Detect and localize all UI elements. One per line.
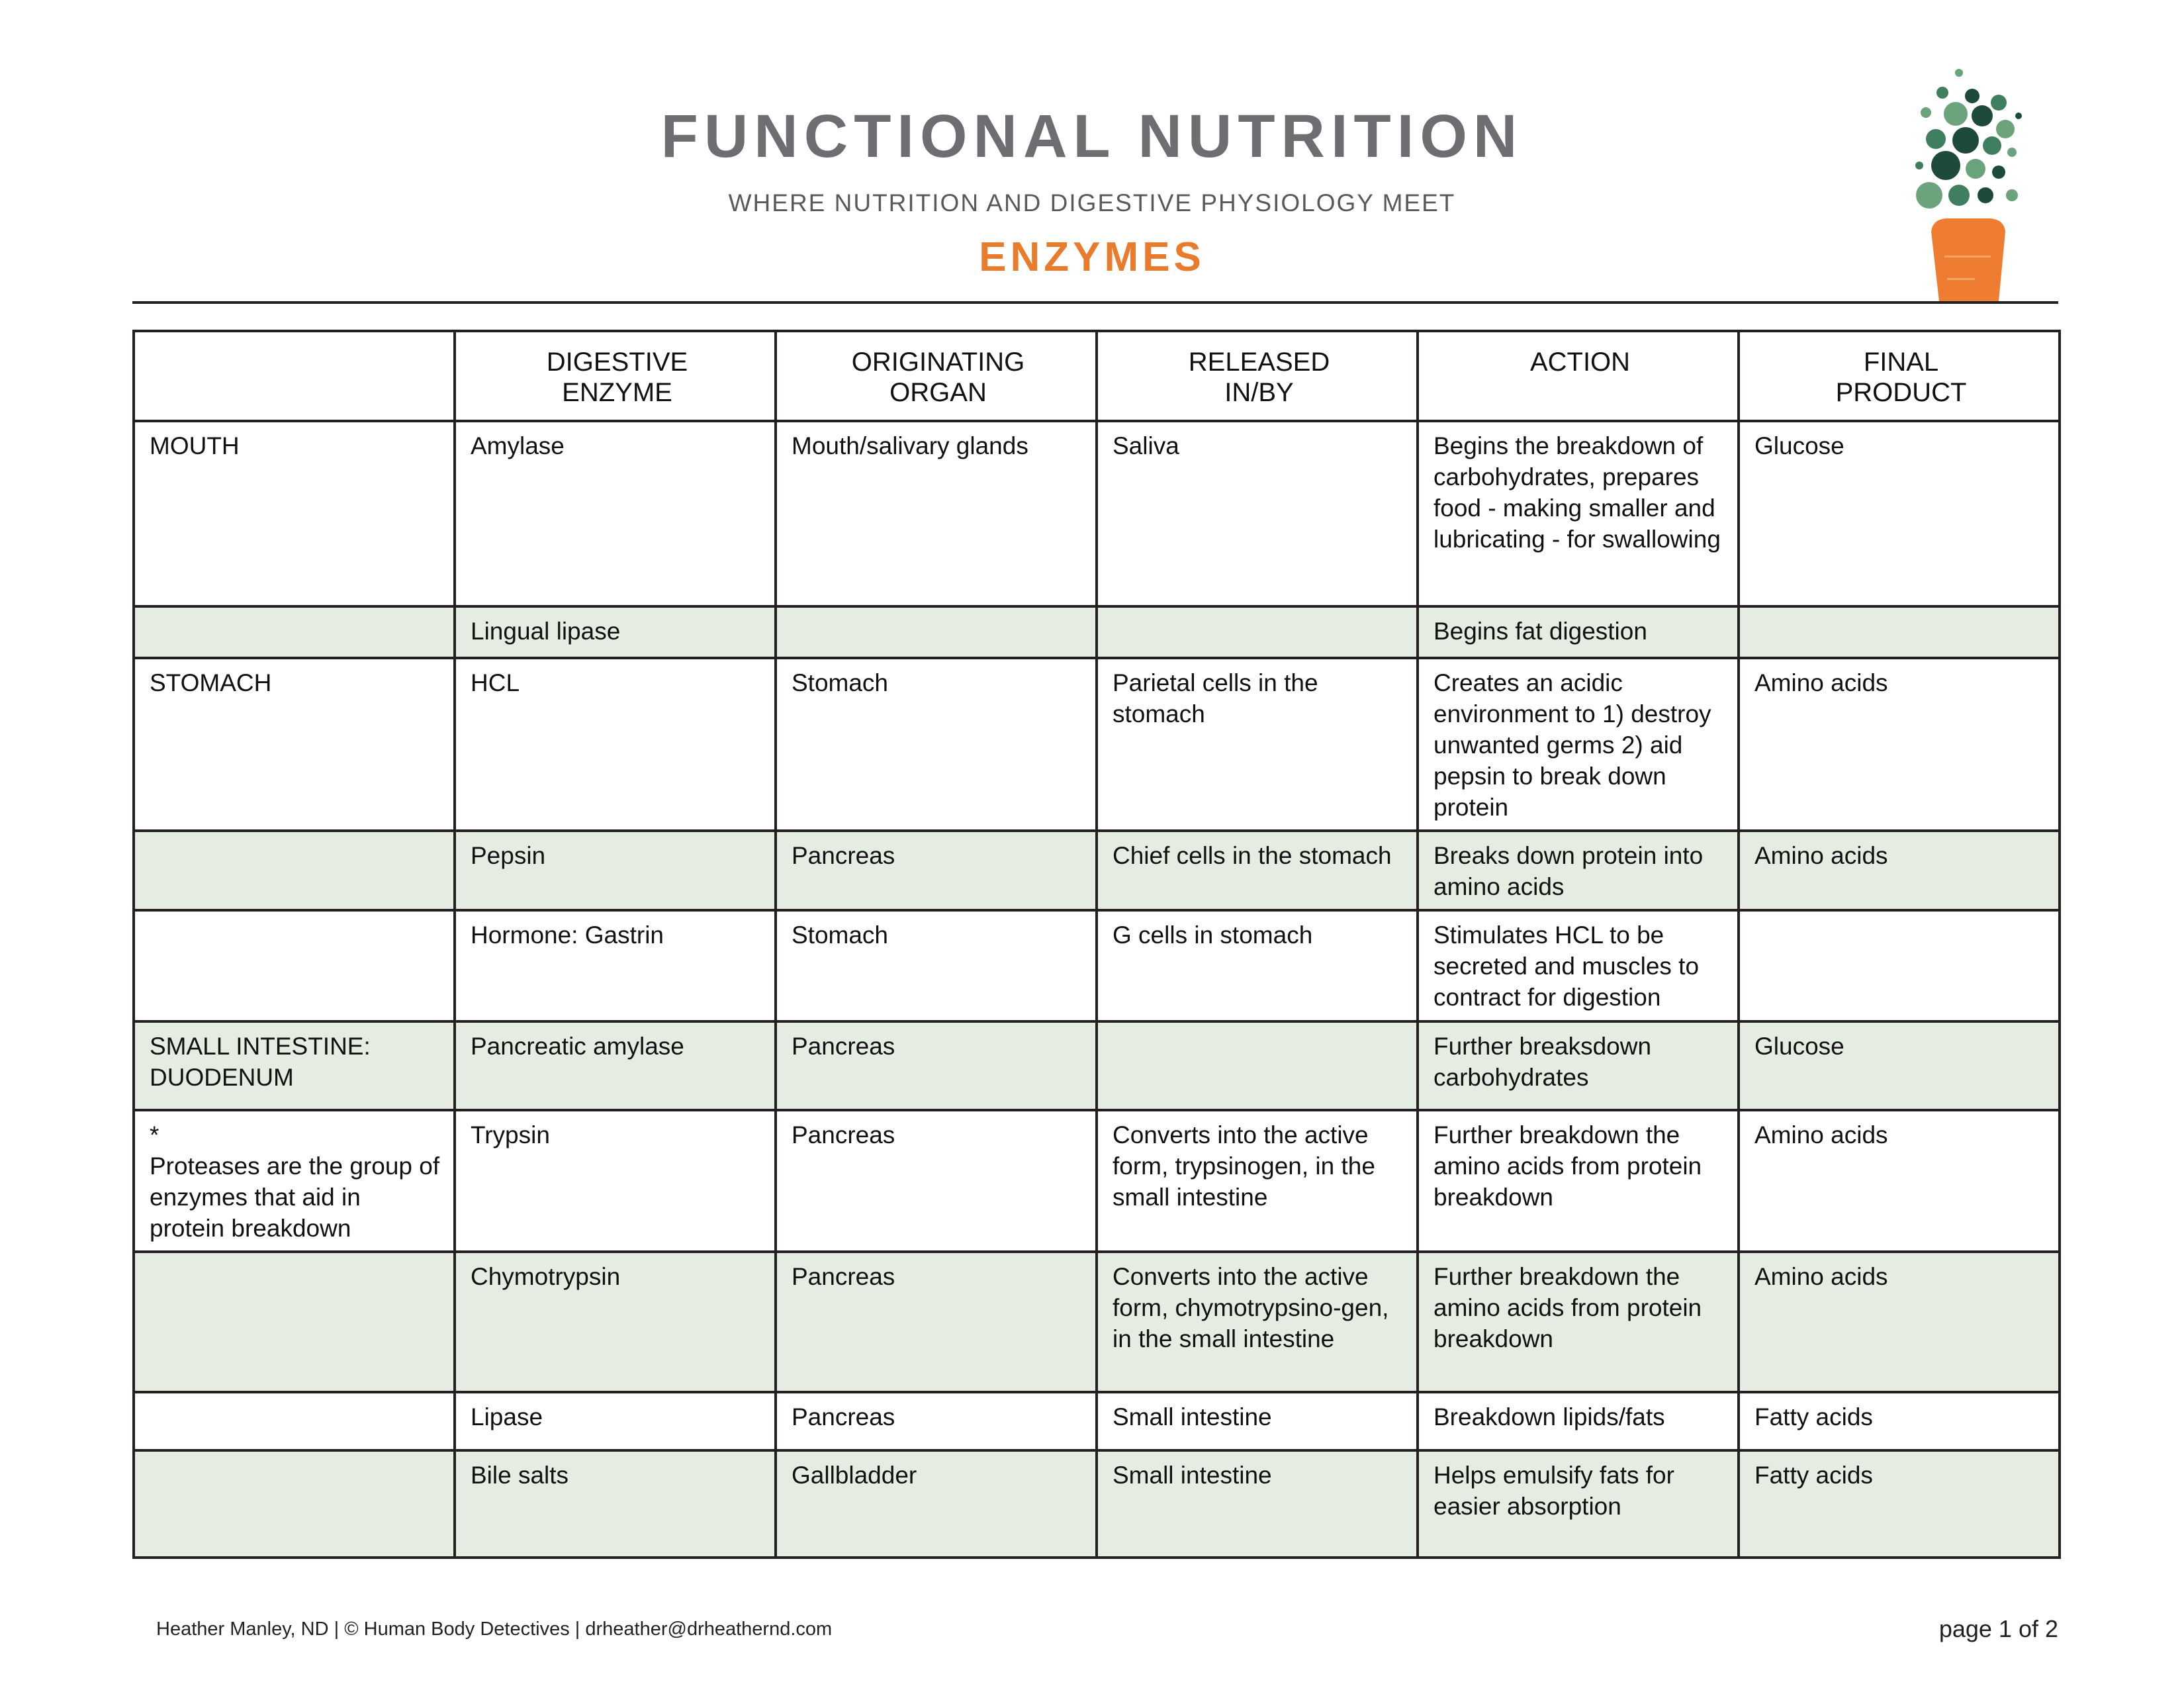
product-cell: Amino acids (1739, 831, 2060, 910)
header-region (134, 331, 455, 421)
action-cell: Helps emulsify fats for easier absorption (1418, 1450, 1739, 1558)
header-action: ACTION (1418, 331, 1739, 421)
region-cell (134, 910, 455, 1021)
action-cell: Breakdown lipids/fats (1418, 1392, 1739, 1450)
region-cell (134, 1450, 455, 1558)
enzyme-cell: Chymotrypsin (455, 1252, 776, 1392)
section-title: ENZYMES (979, 234, 1205, 280)
product-cell: Glucose (1739, 421, 2060, 606)
region-cell: STOMACH (134, 658, 455, 831)
header-enzyme: DIGESTIVE ENZYME (455, 331, 776, 421)
organ-cell: Pancreas (776, 831, 1097, 910)
table-row (134, 606, 2060, 658)
organ-cell: Stomach (776, 910, 1097, 1021)
product-cell (1739, 910, 2060, 1021)
organ-cell: Pancreas (776, 1392, 1097, 1450)
product-cell: Fatty acids (1739, 1392, 2060, 1450)
enzyme-cell: Amylase (455, 421, 776, 606)
carrot-leaves (1915, 69, 2022, 209)
enzymes-table (132, 330, 2061, 1559)
region-cell (134, 606, 455, 658)
page-number: page 1 of 2 (1938, 1615, 2058, 1642)
table-row (134, 1021, 2060, 1110)
carrot-body (1931, 218, 2005, 301)
released-cell: Chief cells in the stomach (1097, 831, 1418, 910)
enzyme-cell: Hormone: Gastrin (455, 910, 776, 1021)
product-cell: Amino acids (1739, 1110, 2060, 1252)
table-row (134, 1450, 2060, 1558)
region-cell: MOUTH (134, 421, 455, 606)
header-released: RELEASED IN/BY (1097, 331, 1418, 421)
released-cell (1097, 606, 1418, 658)
footer-credit: Heather Manley, ND | © Human Body Detectives | drheather@drheathernd.com (156, 1618, 833, 1640)
table-row (134, 1252, 2060, 1392)
action-cell: Begins fat digestion (1418, 606, 1739, 658)
region-cell (134, 831, 455, 910)
organ-cell: Pancreas (776, 1021, 1097, 1110)
released-cell: Parietal cells in the stomach (1097, 658, 1418, 831)
product-cell: Amino acids (1739, 658, 2060, 831)
table-row (134, 421, 2060, 606)
organ-cell: Gallbladder (776, 1450, 1097, 1558)
region-cell (134, 1392, 455, 1450)
header-product: FINAL PRODUCT (1739, 331, 2060, 421)
table-row (134, 1392, 2060, 1450)
page-subtitle: WHERE NUTRITION AND DIGESTIVE PHYSIOLOGY MEET (728, 189, 1456, 216)
organ-cell: Mouth/salivary glands (776, 421, 1097, 606)
action-cell: Breaks down protein into amino acids (1418, 831, 1739, 910)
protease-note (134, 1110, 455, 1252)
page-title: FUNCTIONAL NUTRITION (660, 103, 1524, 170)
header-organ: ORIGINATING ORGAN (776, 331, 1097, 421)
note-asterisk: * (150, 1121, 159, 1149)
enzyme-cell: Bile salts (455, 1450, 776, 1558)
organ-cell (776, 606, 1097, 658)
enzyme-cell: Pancreatic amylase (455, 1021, 776, 1110)
action-cell: Further breakdown the amino acids from protein breakdown (1418, 1110, 1739, 1252)
note-text: Proteases are the group of enzymes that aid in protein breakdown (150, 1152, 440, 1242)
product-cell: Amino acids (1739, 1252, 2060, 1392)
action-cell: Creates an acidic environment to 1) destroy unwanted germs 2) aid pepsin to break down protein (1418, 658, 1739, 831)
table-row (134, 910, 2060, 1021)
organ-cell: Stomach (776, 658, 1097, 831)
organ-cell: Pancreas (776, 1110, 1097, 1252)
released-cell: Small intestine (1097, 1392, 1418, 1450)
action-cell: Further breaksdown carbohydrates (1418, 1021, 1739, 1110)
table-row (134, 1110, 2060, 1252)
released-cell: Small intestine (1097, 1450, 1418, 1558)
table-header-row (134, 331, 2060, 421)
region-cell (134, 1252, 455, 1392)
table-row (134, 658, 2060, 831)
action-cell: Stimulates HCL to be secreted and muscles to contract for digestion (1418, 910, 1739, 1021)
released-cell: Converts into the active form, chymotrypsino-gen, in the small intestine (1097, 1252, 1418, 1392)
action-cell: Begins the breakdown of carbohydrates, prepares food - making smaller and lubricating - for swallowing (1418, 421, 1739, 606)
action-cell: Further breakdown the amino acids from protein breakdown (1418, 1252, 1739, 1392)
enzyme-cell: Trypsin (455, 1110, 776, 1252)
released-cell (1097, 1021, 1418, 1110)
enzyme-cell: HCL (455, 658, 776, 831)
header-divider (132, 301, 2058, 304)
product-cell: Fatty acids (1739, 1450, 2060, 1558)
product-cell (1739, 606, 2060, 658)
page-header (0, 0, 2184, 311)
region-cell: SMALL INTESTINE: DUODENUM (134, 1021, 455, 1110)
enzyme-cell: Pepsin (455, 831, 776, 910)
carrot-highlight (1947, 278, 1975, 280)
released-cell: G cells in stomach (1097, 910, 1418, 1021)
organ-cell: Pancreas (776, 1252, 1097, 1392)
released-cell: Saliva (1097, 421, 1418, 606)
carrot-icon (1906, 66, 2032, 305)
product-cell: Glucose (1739, 1021, 2060, 1110)
enzyme-cell: Lingual lipase (455, 606, 776, 658)
table-row (134, 831, 2060, 910)
carrot-highlight (1944, 256, 1991, 258)
enzyme-cell: Lipase (455, 1392, 776, 1450)
released-cell: Converts into the active form, trypsinogen, in the small intestine (1097, 1110, 1418, 1252)
